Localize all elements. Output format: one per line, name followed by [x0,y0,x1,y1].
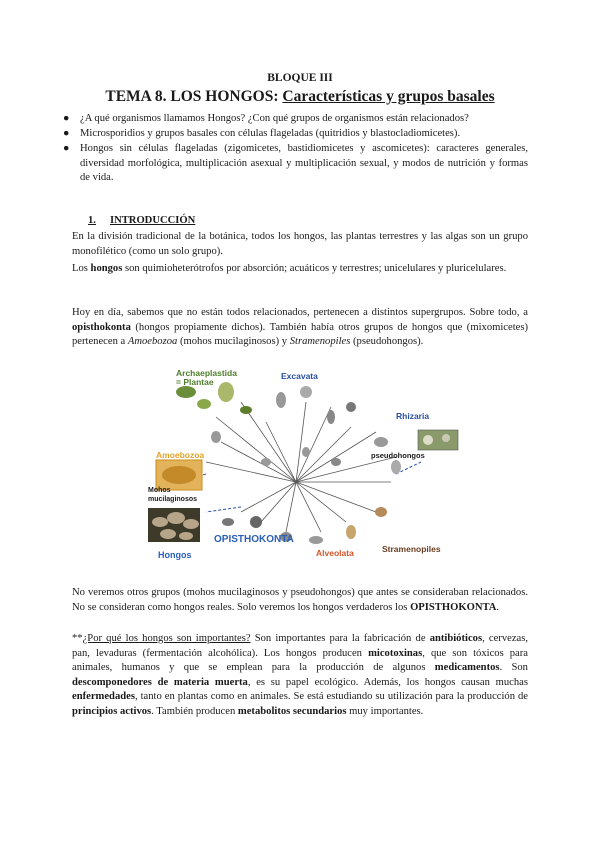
paragraph-hongos-definition: Los hongos son quimioheterótrofos por absorción; acuáticos y terrestres; unicelulares y pluricelulares. [72,263,507,274]
label-opisthokonta: OPISTHOKONTA [214,534,294,545]
label-alveolata: Alveolata [316,548,354,558]
page-title [0,88,600,106]
dashed-links [171,462,421,512]
eukaryote-tree-diagram [146,362,462,576]
paragraph-supergroups: Hoy en día, sabemos que no están todos relacionados, pertenecen a distintos supergrupos. Sobre todo, a opisthokonta (hongos propiamente dichos). También había otros grupos de hongos que (mixomicetes) pertenecen a Amoebozoa (mohos mucilaginosos) y Stramenopiles (pseudohongos). [72,307,528,348]
objective-text: Microsporidios y grupos basales con células flageladas (quitridios y blastocladiomicetes). [80,128,461,140]
label-rhizaria: Rhizaria [396,411,430,421]
paragraph-importance: **¿Por qué los hongos son importantes? Son importantes para la fabricación de antibióticos, cervezas, pan, levaduras (fermentación alcohólica). Los hongos producen micotoxinas, que son tóxicos para animales, humanos y que se emplean para la producción de algunos medicamentos. Son descomponedores de materia muerta, es su papel ecológico. Además, los hongos causan muchas enfermedades, tanto en plantas como en animales. Se está estudiando su utilización para la producción de principios activos. También producen metabolitos secundarios muy importantes. [72,633,528,717]
objective-item [63,112,528,126]
objectives-list [63,112,528,186]
term-opisthokonta: opisthokonta [72,321,131,333]
label-archaeplastida: Archaeplastida [176,368,237,378]
bullet-icon: ● [63,128,70,140]
section-label: INTRODUCCIÓN [109,215,196,226]
question-importance: ¿Por qué los hongos son importantes? [82,633,251,644]
label-stramenopiles: Stramenopiles [382,544,441,554]
pseudohongos-spore [423,435,433,445]
label-mucilaginosos: mucilaginosos [148,496,198,503]
term-hongos: hongos [90,263,123,274]
objective-item [63,127,528,141]
label-hongos: Hongos [158,550,192,560]
pseudohongos-spore [442,434,450,442]
tree-branches [206,402,396,532]
paragraph-scope: No veremos otros grupos (mohos mucilaginosos y pseudohongos) que antes se consideraban relacionados. No se consideran como hongos reales. Solo veremos los hongos verdaderos los OPISTHOKONTA. [72,587,528,613]
term-amoebozoa: Amoebozoa [127,336,178,348]
section-number: 1. [88,215,96,226]
bullet-icon: ● [63,113,70,124]
title-prefix: TEMA 8. LOS HONGOS: [105,88,283,105]
block-label: BLOQUE III [267,72,333,84]
objective-text: ¿A qué organismos llamamos Hongos? ¿Con qué grupos de organismos están relacionados? [80,113,469,124]
objective-text: Hongos sin células flageladas (zigomicetes, bastidiomicetes y ascomicetes): caracteres generales, diversidad morfológica, multiplicación asexual y multiplicación sexual, y modos de nutrición y formas de vida. [80,143,528,183]
objective-item [63,142,528,185]
label-pseudohongos: pseudohongos [371,451,425,460]
label-mohos: Mohos [148,487,171,494]
section-heading [88,215,195,226]
label-plantae: = Plantae [176,377,214,387]
paragraph-intro: En la división tradicional de la botánica, todos los hongos, las plantas terrestres y las algas son un grupo monofilético (como un solo grupo). [72,231,528,257]
label-amoebozoa: Amoebozoa [156,450,205,460]
term-stramenopiles: Stramenopiles [289,336,351,348]
label-excavata: Excavata [281,371,318,381]
title-underlined: Características y grupos basales [282,88,495,105]
bullet-icon: ● [63,143,70,155]
term-opisthokonta-caps: OPISTHOKONTA [410,601,497,613]
slime-mold-shape [162,466,196,484]
